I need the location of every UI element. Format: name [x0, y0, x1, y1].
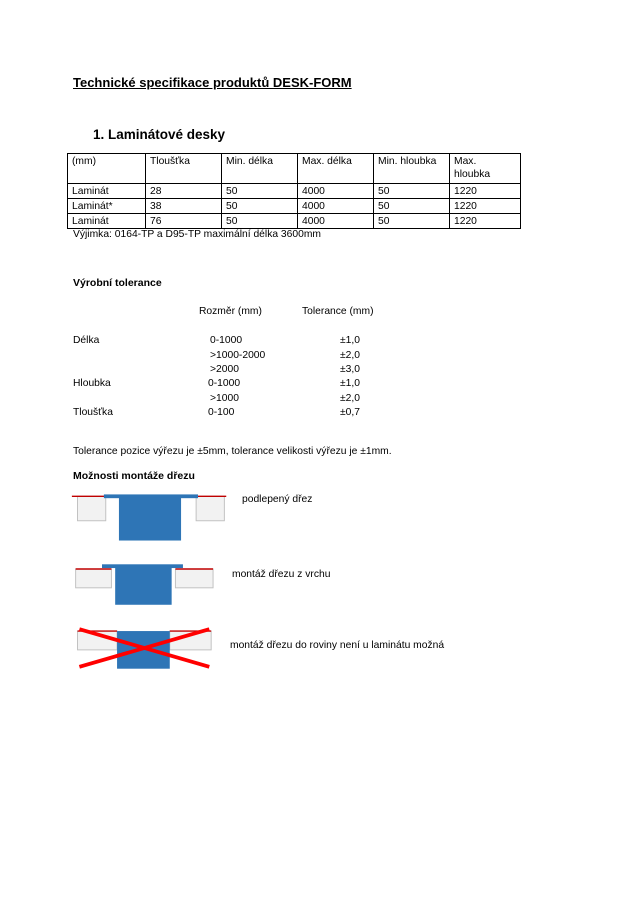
table-cell: Laminát*: [68, 199, 146, 214]
spec-table: [67, 153, 521, 229]
table-row: [68, 214, 521, 229]
option-label-topmount: montáž dřezu z vrchu: [232, 569, 331, 580]
option-label-flushmount: montáž dřezu do roviny není u laminátu možná: [230, 640, 445, 651]
tolerance-label-length: Délka: [73, 335, 100, 346]
tolerance-range: 0-1000: [208, 378, 241, 389]
table-cell: 28: [146, 184, 222, 199]
table-cell: 4000: [298, 184, 374, 199]
tolerance-range: 0-1000: [210, 335, 243, 346]
table-cell: 1220: [450, 184, 521, 199]
tolerance-label-depth: Hloubka: [73, 378, 111, 389]
table-header-row: [68, 154, 521, 184]
tolerance-col-tol: Tolerance (mm): [302, 306, 374, 317]
tolerance-range: >1000-2000: [210, 350, 266, 361]
tolerance-range: >2000: [210, 364, 239, 375]
table-cell: 50: [374, 184, 450, 199]
header-cell: Min. hloubka: [374, 154, 450, 184]
table-cell: 50: [222, 214, 298, 229]
tolerance-value: ±0,7: [340, 407, 360, 418]
tolerance-col-range: Rozměr (mm): [199, 306, 262, 317]
table-cell: 50: [374, 199, 450, 214]
tolerance-value: ±1,0: [340, 378, 360, 389]
table-row: [68, 184, 521, 199]
table-cell: Laminát: [68, 214, 146, 229]
flushmount-sink-diagram: [70, 624, 230, 672]
sink-heading: Možnosti montáže dřezu: [73, 470, 195, 482]
table-cell: 50: [222, 199, 298, 214]
header-cell: Tloušťka: [146, 154, 222, 184]
tolerance-value: ±1,0: [340, 335, 360, 346]
tolerance-value: ±2,0: [340, 350, 360, 361]
table-cell: 4000: [298, 199, 374, 214]
table-cell: 38: [146, 199, 222, 214]
table-cell: 1220: [450, 199, 521, 214]
header-cell: Max. hloubka: [450, 154, 521, 184]
table-cell: 50: [374, 214, 450, 229]
tolerance-range: >1000: [210, 393, 239, 404]
header-cell: Max. délka: [298, 154, 374, 184]
header-cell: Min. délka: [222, 154, 298, 184]
table-cell: 50: [222, 184, 298, 199]
table-note: Výjimka: 0164-TP a D95-TP maximální délka 3600mm: [73, 229, 321, 240]
cutout-tolerance-note: Tolerance pozice výřezu je ±5mm, tolerance velikosti výřezu je ±1mm.: [73, 446, 392, 457]
tolerance-heading: Výrobní tolerance: [73, 277, 162, 289]
tolerance-value: ±3,0: [340, 364, 360, 375]
tolerance-range: 0-100: [208, 407, 235, 418]
table-cell: 4000: [298, 214, 374, 229]
document-title: Technické specifikace produktů DESK-FORM: [73, 75, 352, 90]
table-cell: Laminát: [68, 184, 146, 199]
table-cell: 76: [146, 214, 222, 229]
header-cell: (mm): [68, 154, 146, 184]
table-cell: 1220: [450, 214, 521, 229]
undermount-sink-diagram: [70, 489, 230, 545]
tolerance-label-thickness: Tloušťka: [73, 407, 113, 418]
section-heading-laminate: 1. Laminátové desky: [93, 127, 226, 142]
table-row: [68, 199, 521, 214]
tolerance-value: ±2,0: [340, 393, 360, 404]
option-label-undermount: podlepený dřez: [242, 494, 313, 505]
topmount-sink-diagram: [70, 560, 230, 610]
